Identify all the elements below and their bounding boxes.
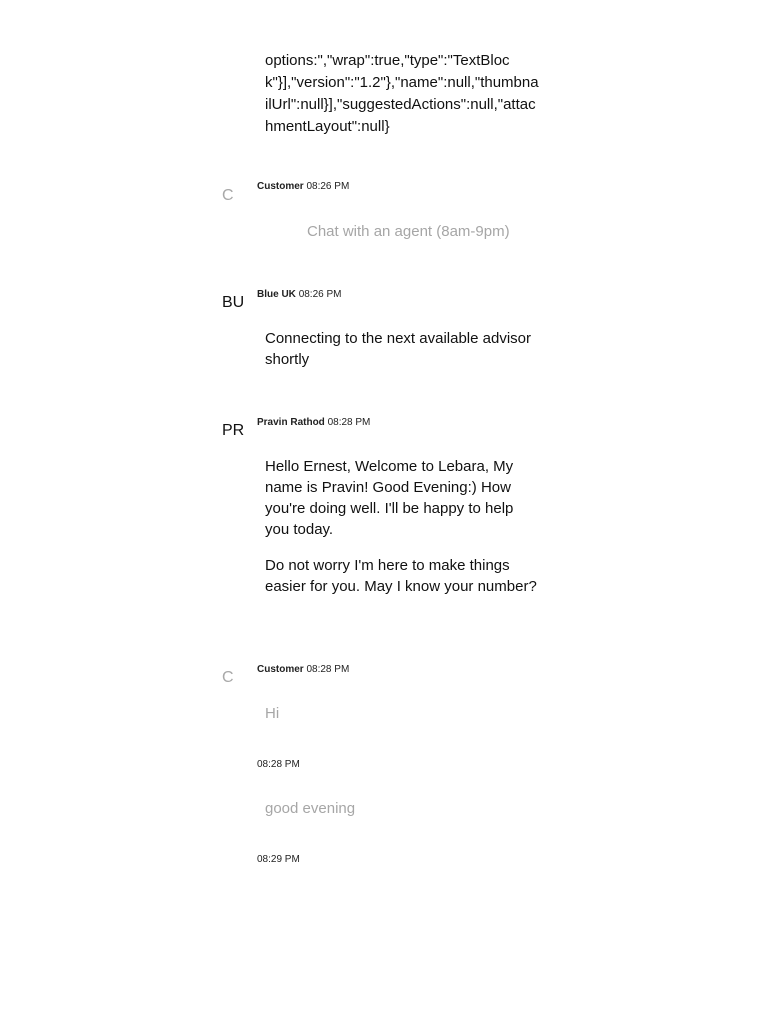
avatar: PR xyxy=(222,422,245,439)
message-paragraph: Do not worry I'm here to make things easier for you. May I know your number? xyxy=(265,557,537,595)
message-text: Connecting to the next available advisor shortly xyxy=(265,330,532,368)
avatar: BU xyxy=(222,294,245,311)
message-paragraph: Hello Ernest, Welcome to Lebara, My name is Pravin! Good Evening:) How you're doing well. I'll be happy to help you today. xyxy=(265,458,514,538)
raw-json-fragment: options:","wrap":true,"type":"TextBlock"}],"version":"1.2"},"name":null,"thumbnailUrl":null}],"suggestedActions":null,"attachmentLayout":null} xyxy=(265,52,539,135)
message-meta xyxy=(257,417,370,429)
message-time: 08:28 PM xyxy=(327,417,371,428)
message-time: 08:28 PM xyxy=(306,664,350,675)
avatar: C xyxy=(222,187,234,204)
message-time: 08:26 PM xyxy=(306,181,350,192)
message-meta xyxy=(257,664,349,676)
sender-name: Pravin Rathod xyxy=(257,417,325,428)
message-time: 08:26 PM xyxy=(298,289,342,300)
message-timestamp: 08:29 PM xyxy=(257,854,300,865)
message-text: Chat with an agent (8am-9pm) xyxy=(307,223,510,240)
message-timestamp: 08:28 PM xyxy=(257,759,300,770)
sender-name: Customer xyxy=(257,664,304,675)
sender-name: Blue UK xyxy=(257,289,296,300)
message-text: good evening xyxy=(265,800,356,817)
message-text: Hi xyxy=(265,705,280,722)
message-meta xyxy=(257,289,342,301)
avatar: C xyxy=(222,669,234,686)
message-text xyxy=(265,456,540,597)
message-meta xyxy=(257,181,349,193)
sender-name: Customer xyxy=(257,181,304,192)
